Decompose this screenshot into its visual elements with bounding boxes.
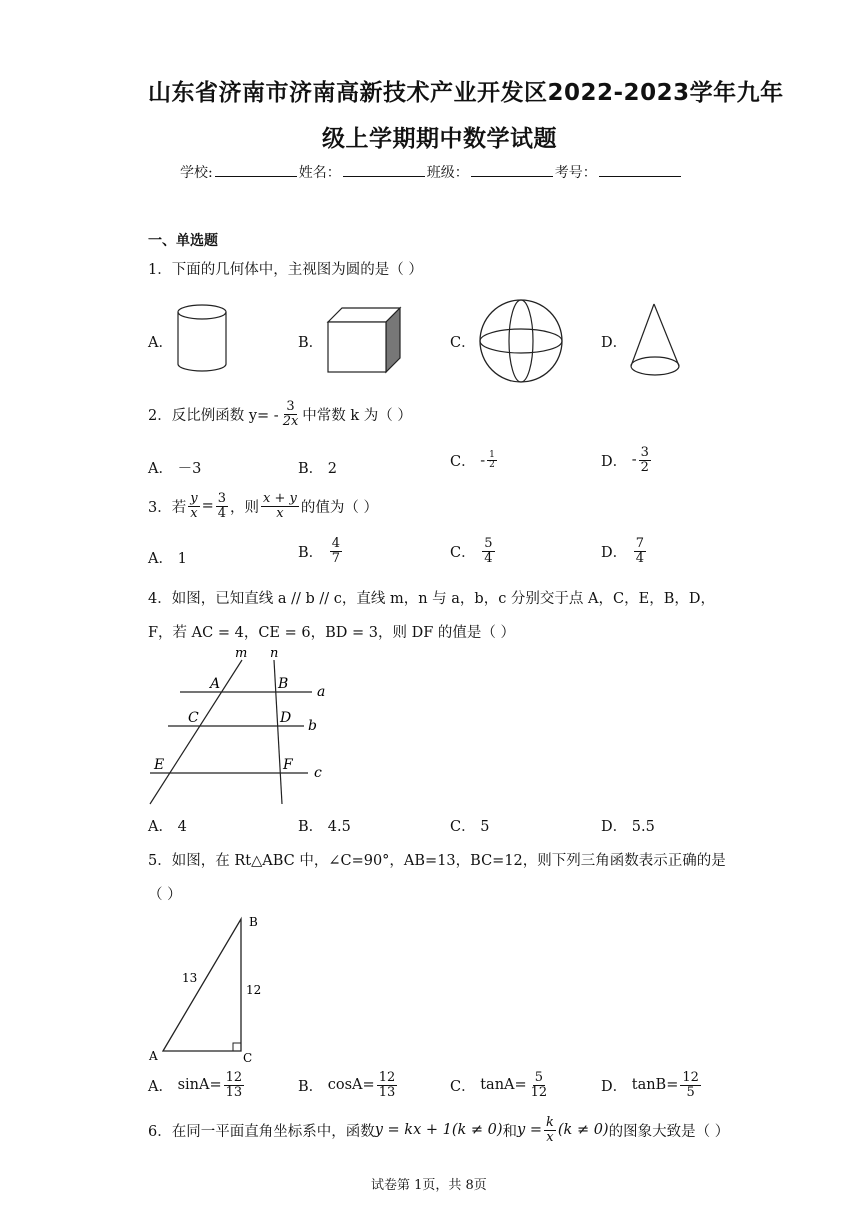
q4-option-a: A． 4: [148, 819, 187, 835]
q3-option-c: C． $\frac{5}{4}$: [450, 536, 493, 566]
q4-option-c: C． 5: [450, 819, 490, 835]
question-5-line2: （ ）: [148, 887, 182, 903]
q6-function-2-fraction: $\frac{k}{x}$: [546, 1115, 554, 1145]
q2-option-b: B． 2: [298, 461, 337, 477]
question-4-line1: 4．如图，已知直线 a // b // c，直线 m，n 与 a，b，c 分别交于点 A，C，E，B，D，: [148, 591, 715, 607]
cube-icon: [326, 306, 406, 376]
q4-option-d: D． 5.5: [601, 819, 655, 835]
question-5-line1: 5．如图，在 Rt△ABC 中，∠C=90°，AB=13，BC=12，则下列三角函数表示正确的是: [148, 853, 726, 869]
question-6-stem: 6．在同一平面直角坐标系中，函数 y = kx + 1(k ≠ 0) 和 y = $\frac{k}{x}$ (k ≠ 0) 的图象大致是（ ）: [148, 1115, 730, 1145]
q2-option-c: C． - $\frac{1}{2}$: [450, 449, 495, 470]
label-13: 13: [182, 971, 198, 985]
q1-option-d-label: D．: [601, 335, 628, 351]
q2-option-a: A． －3: [148, 461, 202, 477]
label-m: m: [235, 646, 248, 661]
q5-option-b: B． cosA= $\frac{12}{13}$: [298, 1070, 396, 1100]
q4-option-b: B． 4.5: [298, 819, 351, 835]
q3-option-b: B． $\frac{4}{7}$: [298, 536, 341, 566]
q2-stem-prefix: 2．反比例函数 y= -: [148, 407, 279, 424]
class-label: 班级：: [426, 165, 469, 181]
cylinder-icon: [174, 300, 234, 378]
exam-title-line2: 级上学期期中数学试题: [322, 126, 557, 152]
q5-option-d: D． tanB= $\frac{12}{5}$: [601, 1070, 699, 1100]
label-B: B: [278, 676, 289, 692]
name-blank: [343, 162, 425, 177]
class-blank: [471, 162, 553, 177]
q2-frac-num: 3: [286, 399, 295, 414]
q1-option-a-label: A．: [148, 335, 173, 351]
label-E: E: [154, 757, 165, 773]
parallel-lines-figure: [140, 640, 340, 810]
q2-stem-suffix: 中常数 k 为（ ）: [302, 407, 412, 424]
right-triangle-figure: [145, 910, 275, 1065]
exam-number-label: 考号：: [554, 165, 597, 181]
q3-option-a: A． 1: [148, 551, 187, 567]
exam-title-line1: 山东省济南市济南高新技术产业开发区2022-2023学年九年: [148, 80, 784, 106]
label-F: F: [283, 757, 293, 773]
q1-option-c-label: C．: [450, 335, 476, 351]
q5-option-c: C． tanA= $\frac{5}{12}$: [450, 1070, 548, 1100]
question-3-stem: 3．若 $\frac{y}{x}$ = $\frac{3}{4}$ ，则 $\frac{x + y}{x}$ 的值为（ ）: [148, 491, 378, 521]
label-C: C: [188, 710, 199, 726]
label-a: a: [317, 684, 326, 700]
label-A: A: [149, 1049, 158, 1063]
q5-option-a: A． sinA= $\frac{12}{13}$: [148, 1070, 243, 1100]
q2-option-d: D． - $\frac{3}{2}$: [601, 445, 649, 475]
q6-function-1: y = kx + 1(k ≠ 0): [374, 1122, 503, 1139]
student-info-fields: [180, 162, 683, 182]
label-12: 12: [246, 983, 262, 997]
question-4-line2: F，若 AC = 4，CE = 6，BD = 3，则 DF 的值是（ ）: [148, 625, 515, 641]
cone-icon: [628, 300, 684, 380]
section-heading: 一、单选题: [148, 233, 218, 249]
label-A: A: [210, 676, 221, 692]
question-2-stem: [148, 400, 412, 428]
q3-option-d: D． $\frac{7}{4}$: [601, 536, 645, 566]
sphere-icon: [476, 298, 566, 384]
name-label: 姓名：: [298, 165, 341, 181]
school-label: 学校:: [180, 165, 213, 181]
label-b: b: [308, 718, 317, 734]
label-c: c: [314, 765, 322, 781]
label-B: B: [249, 915, 258, 929]
q2-fraction: [281, 400, 301, 428]
school-blank: [215, 162, 297, 177]
label-C: C: [243, 1051, 253, 1065]
page-footer: 试卷第 1页，共 8页: [371, 1178, 487, 1193]
label-D: D: [280, 710, 292, 726]
q1-option-b-label: B．: [298, 335, 324, 351]
question-1-stem: 1．下面的几何体中，主视图为圆的是（ ）: [148, 262, 423, 278]
exam-number-blank: [599, 162, 681, 177]
label-n: n: [270, 646, 279, 661]
q2-frac-den: 2x: [282, 413, 299, 429]
